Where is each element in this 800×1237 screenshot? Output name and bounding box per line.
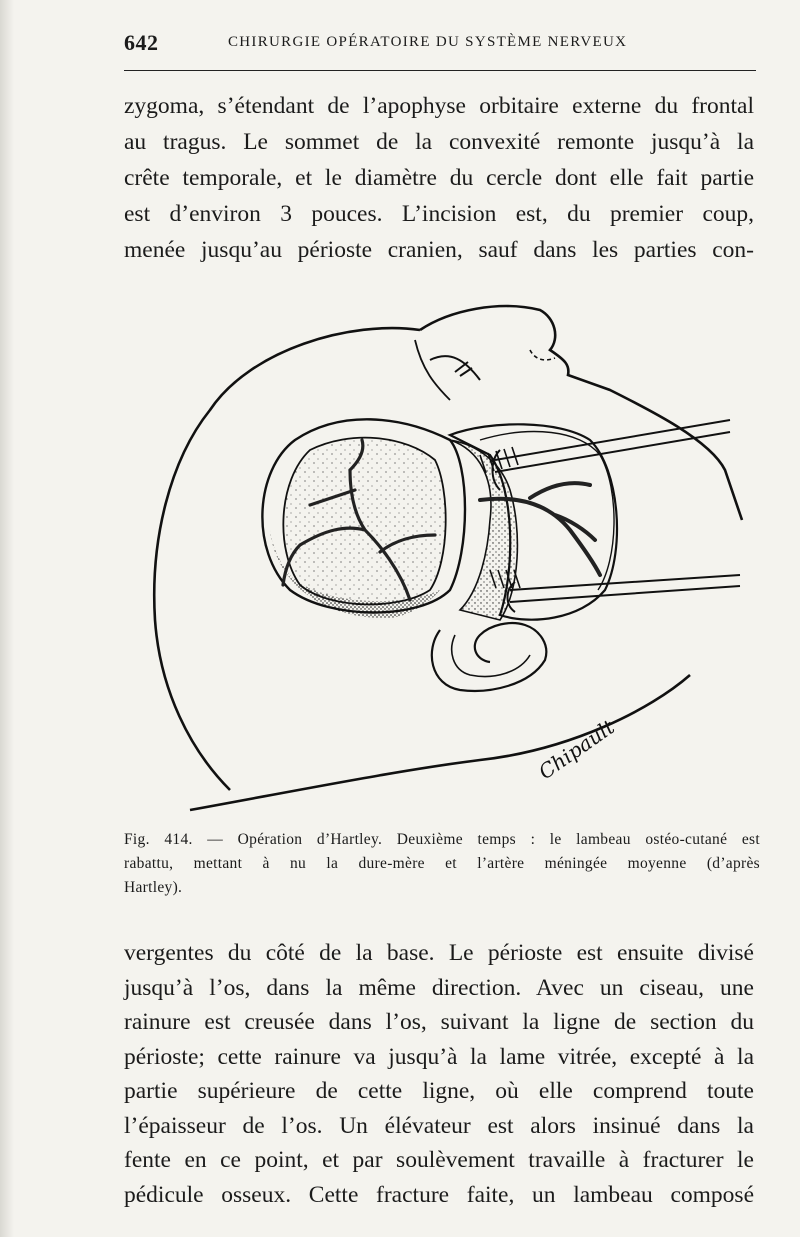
text-line: menée jusqu’au périoste cranien, sauf dans les parties con- xyxy=(124,237,754,263)
paragraph-top xyxy=(124,88,754,268)
eye xyxy=(430,356,480,380)
dura-mater xyxy=(283,438,445,605)
caption-line: Fig. 414. — Opération d’Hartley. Deuxième temps : le lambeau ostéo-cutané est xyxy=(124,831,760,848)
page-header xyxy=(124,30,754,62)
caption-line: Hartley). xyxy=(124,879,183,896)
text-line: l’épaisseur de l’os. Un élévateur est alors insinué dans la xyxy=(124,1112,754,1139)
text-line: périoste; cette rainure va jusqu’à la lame vitrée, excepté à la xyxy=(124,1043,754,1070)
text-line: partie supérieure de cette ligne, où elle comprend toute xyxy=(124,1078,754,1104)
head-outline xyxy=(420,306,742,520)
text-line: au tragus. Le sommet de la convexité remonte jusqu’à la xyxy=(124,129,754,155)
page-gutter-shadow xyxy=(0,0,14,1237)
surgical-illustration xyxy=(150,290,750,820)
retractor-lower xyxy=(508,575,741,612)
page-number: 642 xyxy=(124,30,159,55)
text-line: vergentes du côté de la base. Le périoste est ensuite divisé xyxy=(124,940,754,966)
text-line: fente en ce point, et par soulèvement travaille à fracturer le xyxy=(124,1147,754,1173)
figure-caption xyxy=(124,828,760,900)
paragraph-bottom xyxy=(124,936,754,1212)
caption-line: rabattu, mettant à nu la dure-mère et l’artère méningée moyenne (d’après xyxy=(124,855,760,872)
text-line: jusqu’à l’os, dans la même direction. Avec un ciseau, une xyxy=(124,974,754,1001)
illustration-drawing xyxy=(150,290,750,820)
header-rule xyxy=(124,70,756,71)
text-line: zygoma, s’étendant de l’apophyse orbitaire externe du frontal xyxy=(124,93,754,119)
text-line: pédicule osseux. Cette fracture faite, un lambeau composé xyxy=(124,1181,754,1208)
neck-outline xyxy=(190,675,690,810)
artist-signature: Chipault xyxy=(534,714,619,785)
text-line: crête temporale, et le diamètre du cercle dont elle fait partie xyxy=(124,165,754,191)
text-line: rainure est creusée dans l’os, suivant la ligne de section du xyxy=(124,1009,754,1035)
running-title: CHIRURGIE OPÉRATOIRE DU SYSTÈME NERVEUX xyxy=(228,34,628,50)
text-line: est d’environ 3 pouces. L’incision est, du premier coup, xyxy=(124,201,754,227)
